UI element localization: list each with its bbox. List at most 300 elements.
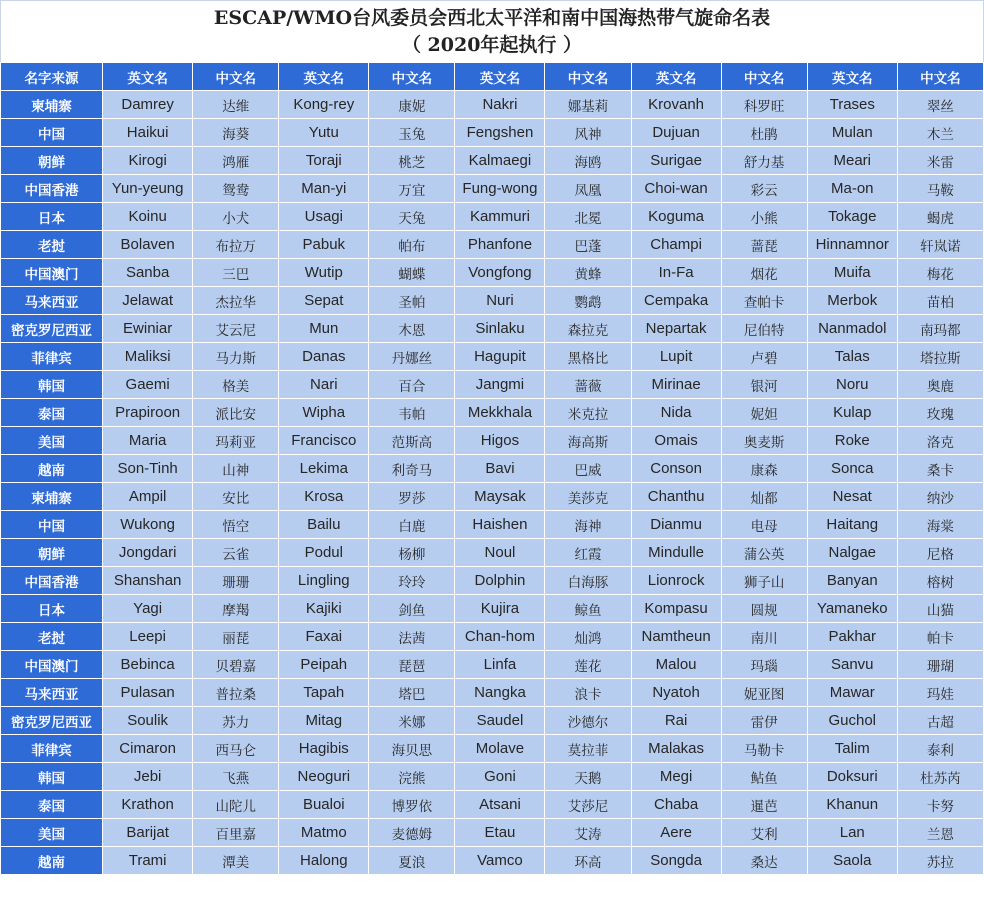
chinese-name-cell: 杜苏芮 [897, 763, 983, 791]
english-name-cell: Ma-on [807, 175, 897, 203]
table-row [1, 707, 984, 735]
chinese-name-cell: 妮亚图 [721, 679, 807, 707]
chinese-name-cell: 米娜 [369, 707, 455, 735]
chinese-name-cell: 珊瑚 [897, 651, 983, 679]
english-name-cell: Nepartak [631, 315, 721, 343]
chinese-name-cell: 尼伯特 [721, 315, 807, 343]
english-name-cell: Toraji [279, 147, 369, 175]
english-name-cell: Yagi [103, 595, 193, 623]
origin-cell: 美国 [1, 819, 103, 847]
table-row [1, 175, 984, 203]
chinese-name-cell: 马鞍 [897, 175, 983, 203]
chinese-name-cell: 灿鸿 [545, 623, 631, 651]
chinese-name-cell: 巴威 [545, 455, 631, 483]
english-name-cell: Banyan [807, 567, 897, 595]
origin-cell: 韩国 [1, 371, 103, 399]
origin-cell: 中国 [1, 119, 103, 147]
english-name-cell: Molave [455, 735, 545, 763]
header-chinese-name: 中文名 [369, 63, 455, 91]
english-name-cell: Kulap [807, 399, 897, 427]
header-origin: 名字来源 [1, 63, 103, 91]
table-row [1, 679, 984, 707]
table-row [1, 91, 984, 119]
english-name-cell: Chaba [631, 791, 721, 819]
english-name-cell: Matmo [279, 819, 369, 847]
english-name-cell: Nesat [807, 483, 897, 511]
chinese-name-cell: 北冕 [545, 203, 631, 231]
english-name-cell: Mawar [807, 679, 897, 707]
english-name-cell: Noul [455, 539, 545, 567]
english-name-cell: Bebinca [103, 651, 193, 679]
chinese-name-cell: 泰利 [897, 735, 983, 763]
chinese-name-cell: 风神 [545, 119, 631, 147]
origin-cell: 日本 [1, 595, 103, 623]
chinese-name-cell: 小熊 [721, 203, 807, 231]
chinese-name-cell: 帕卡 [897, 623, 983, 651]
english-name-cell: Bavi [455, 455, 545, 483]
chinese-name-cell: 琵琶 [369, 651, 455, 679]
chinese-name-cell: 塔巴 [369, 679, 455, 707]
origin-cell: 越南 [1, 847, 103, 875]
english-name-cell: Conson [631, 455, 721, 483]
chinese-name-cell: 木恩 [369, 315, 455, 343]
chinese-name-cell: 南川 [721, 623, 807, 651]
english-name-cell: Faxai [279, 623, 369, 651]
chinese-name-cell: 圆规 [721, 595, 807, 623]
header-chinese-name: 中文名 [193, 63, 279, 91]
english-name-cell: Lekima [279, 455, 369, 483]
chinese-name-cell: 蝴蝶 [369, 259, 455, 287]
chinese-name-cell: 查帕卡 [721, 287, 807, 315]
english-name-cell: Hinnamnor [807, 231, 897, 259]
chinese-name-cell: 丹娜丝 [369, 343, 455, 371]
chinese-name-cell: 鸳鸯 [193, 175, 279, 203]
chinese-name-cell: 范斯高 [369, 427, 455, 455]
english-name-cell: Linfa [455, 651, 545, 679]
english-name-cell: Bualoi [279, 791, 369, 819]
english-name-cell: Guchol [807, 707, 897, 735]
chinese-name-cell: 奥鹿 [897, 371, 983, 399]
english-name-cell: Fung-wong [455, 175, 545, 203]
chinese-name-cell: 苗柏 [897, 287, 983, 315]
english-name-cell: Chanthu [631, 483, 721, 511]
page-title: ESCAP/WMO台风委员会西北太平洋和南中国海热带气旋命名表 [213, 7, 771, 29]
table-row [1, 315, 984, 343]
english-name-cell: Kujira [455, 595, 545, 623]
english-name-cell: Peipah [279, 651, 369, 679]
table-header-row [1, 63, 984, 91]
english-name-cell: Krosa [279, 483, 369, 511]
english-name-cell: Halong [279, 847, 369, 875]
chinese-name-cell: 潭美 [193, 847, 279, 875]
chinese-name-cell: 灿都 [721, 483, 807, 511]
table-body [1, 91, 984, 875]
table-row [1, 427, 984, 455]
english-name-cell: Dujuan [631, 119, 721, 147]
chinese-name-cell: 蒲公英 [721, 539, 807, 567]
english-name-cell: Haishen [455, 511, 545, 539]
header-chinese-name: 中文名 [545, 63, 631, 91]
chinese-name-cell: 浣熊 [369, 763, 455, 791]
english-name-cell: Ewiniar [103, 315, 193, 343]
chinese-name-cell: 博罗依 [369, 791, 455, 819]
english-name-cell: Megi [631, 763, 721, 791]
origin-cell: 马来西亚 [1, 679, 103, 707]
chinese-name-cell: 万宜 [369, 175, 455, 203]
english-name-cell: Surigae [631, 147, 721, 175]
english-name-cell: Usagi [279, 203, 369, 231]
title-block [0, 0, 984, 62]
english-name-cell: Rai [631, 707, 721, 735]
chinese-name-cell: 莫拉菲 [545, 735, 631, 763]
english-name-cell: Maria [103, 427, 193, 455]
chinese-name-cell: 达维 [193, 91, 279, 119]
origin-cell: 中国澳门 [1, 259, 103, 287]
chinese-name-cell: 梅花 [897, 259, 983, 287]
english-name-cell: Choi-wan [631, 175, 721, 203]
chinese-name-cell: 杰拉华 [193, 287, 279, 315]
chinese-name-cell: 百里嘉 [193, 819, 279, 847]
table-row [1, 567, 984, 595]
chinese-name-cell: 卢碧 [721, 343, 807, 371]
english-name-cell: Koguma [631, 203, 721, 231]
header-chinese-name: 中文名 [721, 63, 807, 91]
english-name-cell: Kirogi [103, 147, 193, 175]
header-english-name: 英文名 [455, 63, 545, 91]
english-name-cell: Lupit [631, 343, 721, 371]
table-row [1, 791, 984, 819]
chinese-name-cell: 纳沙 [897, 483, 983, 511]
chinese-name-cell: 苏力 [193, 707, 279, 735]
origin-cell: 中国香港 [1, 567, 103, 595]
origin-cell: 柬埔寨 [1, 483, 103, 511]
chinese-name-cell: 丽琵 [193, 623, 279, 651]
chinese-name-cell: 玛娃 [897, 679, 983, 707]
chinese-name-cell: 凤凰 [545, 175, 631, 203]
table-row [1, 399, 984, 427]
chinese-name-cell: 安比 [193, 483, 279, 511]
table-row [1, 847, 984, 875]
chinese-name-cell: 普拉桑 [193, 679, 279, 707]
english-name-cell: Man-yi [279, 175, 369, 203]
chinese-name-cell: 蔷薇 [545, 371, 631, 399]
english-name-cell: Malou [631, 651, 721, 679]
origin-cell: 韩国 [1, 763, 103, 791]
english-name-cell: Hagibis [279, 735, 369, 763]
english-name-cell: Nuri [455, 287, 545, 315]
chinese-name-cell: 狮子山 [721, 567, 807, 595]
english-name-cell: Haikui [103, 119, 193, 147]
table-row [1, 371, 984, 399]
chinese-name-cell: 桑卡 [897, 455, 983, 483]
chinese-name-cell: 小犬 [193, 203, 279, 231]
english-name-cell: Nari [279, 371, 369, 399]
origin-cell: 朝鲜 [1, 147, 103, 175]
chinese-name-cell: 南玛都 [897, 315, 983, 343]
chinese-name-cell: 红霞 [545, 539, 631, 567]
chinese-name-cell: 兰恩 [897, 819, 983, 847]
table-row [1, 735, 984, 763]
english-name-cell: Hagupit [455, 343, 545, 371]
chinese-name-cell: 黄蜂 [545, 259, 631, 287]
english-name-cell: Chan-hom [455, 623, 545, 651]
chinese-name-cell: 海棠 [897, 511, 983, 539]
chinese-name-cell: 鲇鱼 [721, 763, 807, 791]
chinese-name-cell: 彩云 [721, 175, 807, 203]
chinese-name-cell: 黑格比 [545, 343, 631, 371]
english-name-cell: In-Fa [631, 259, 721, 287]
chinese-name-cell: 玛瑙 [721, 651, 807, 679]
english-name-cell: Goni [455, 763, 545, 791]
chinese-name-cell: 杜鹃 [721, 119, 807, 147]
chinese-name-cell: 鹦鹉 [545, 287, 631, 315]
table-row [1, 623, 984, 651]
table-row [1, 483, 984, 511]
chinese-name-cell: 剑鱼 [369, 595, 455, 623]
origin-cell: 老挝 [1, 231, 103, 259]
chinese-name-cell: 鲸鱼 [545, 595, 631, 623]
english-name-cell: Aere [631, 819, 721, 847]
chinese-name-cell: 银河 [721, 371, 807, 399]
typhoon-name-table [0, 62, 984, 875]
chinese-name-cell: 桃芝 [369, 147, 455, 175]
english-name-cell: Saudel [455, 707, 545, 735]
page-subtitle: （ 2020年起执行 ） [401, 34, 583, 56]
chinese-name-cell: 蝎虎 [897, 203, 983, 231]
origin-cell: 菲律宾 [1, 343, 103, 371]
chinese-name-cell: 艾云尼 [193, 315, 279, 343]
chinese-name-cell: 天鹅 [545, 763, 631, 791]
english-name-cell: Jebi [103, 763, 193, 791]
chinese-name-cell: 利奇马 [369, 455, 455, 483]
english-name-cell: Doksuri [807, 763, 897, 791]
table-row [1, 539, 984, 567]
origin-cell: 泰国 [1, 791, 103, 819]
chinese-name-cell: 珊珊 [193, 567, 279, 595]
chinese-name-cell: 暹芭 [721, 791, 807, 819]
english-name-cell: Lionrock [631, 567, 721, 595]
chinese-name-cell: 环高 [545, 847, 631, 875]
chinese-name-cell: 杨柳 [369, 539, 455, 567]
chinese-name-cell: 海神 [545, 511, 631, 539]
chinese-name-cell: 蔷琵 [721, 231, 807, 259]
english-name-cell: Omais [631, 427, 721, 455]
table-row [1, 231, 984, 259]
english-name-cell: Ampil [103, 483, 193, 511]
origin-cell: 朝鲜 [1, 539, 103, 567]
chinese-name-cell: 米克拉 [545, 399, 631, 427]
chinese-name-cell: 玲玲 [369, 567, 455, 595]
chinese-name-cell: 布拉万 [193, 231, 279, 259]
chinese-name-cell: 艾利 [721, 819, 807, 847]
origin-cell: 密克罗尼西亚 [1, 315, 103, 343]
chinese-name-cell: 海葵 [193, 119, 279, 147]
english-name-cell: Koinu [103, 203, 193, 231]
english-name-cell: Francisco [279, 427, 369, 455]
english-name-cell: Mitag [279, 707, 369, 735]
table-row [1, 763, 984, 791]
english-name-cell: Wutip [279, 259, 369, 287]
chinese-name-cell: 麦德姆 [369, 819, 455, 847]
chinese-name-cell: 尼格 [897, 539, 983, 567]
english-name-cell: Son-Tinh [103, 455, 193, 483]
chinese-name-cell: 摩羯 [193, 595, 279, 623]
english-name-cell: Leepi [103, 623, 193, 651]
header-english-name: 英文名 [631, 63, 721, 91]
english-name-cell: Wukong [103, 511, 193, 539]
english-name-cell: Nanmadol [807, 315, 897, 343]
chinese-name-cell: 玉兔 [369, 119, 455, 147]
table-row [1, 203, 984, 231]
english-name-cell: Bolaven [103, 231, 193, 259]
english-name-cell: Atsani [455, 791, 545, 819]
english-name-cell: Jangmi [455, 371, 545, 399]
english-name-cell: Muifa [807, 259, 897, 287]
english-name-cell: Noru [807, 371, 897, 399]
chinese-name-cell: 山陀儿 [193, 791, 279, 819]
english-name-cell: Tapah [279, 679, 369, 707]
chinese-name-cell: 米雷 [897, 147, 983, 175]
origin-cell: 泰国 [1, 399, 103, 427]
chinese-name-cell: 帕布 [369, 231, 455, 259]
chinese-name-cell: 沙德尔 [545, 707, 631, 735]
english-name-cell: Sonca [807, 455, 897, 483]
english-name-cell: Merbok [807, 287, 897, 315]
table-row [1, 651, 984, 679]
chinese-name-cell: 电母 [721, 511, 807, 539]
english-name-cell: Roke [807, 427, 897, 455]
english-name-cell: Kong-rey [279, 91, 369, 119]
english-name-cell: Podul [279, 539, 369, 567]
english-name-cell: Pakhar [807, 623, 897, 651]
english-name-cell: Prapiroon [103, 399, 193, 427]
chinese-name-cell: 舒力基 [721, 147, 807, 175]
english-name-cell: Haitang [807, 511, 897, 539]
header-chinese-name: 中文名 [897, 63, 983, 91]
english-name-cell: Bailu [279, 511, 369, 539]
chinese-name-cell: 美莎克 [545, 483, 631, 511]
chinese-name-cell: 海鸥 [545, 147, 631, 175]
chinese-name-cell: 塔拉斯 [897, 343, 983, 371]
english-name-cell: Khanun [807, 791, 897, 819]
english-name-cell: Talim [807, 735, 897, 763]
chinese-name-cell: 悟空 [193, 511, 279, 539]
chinese-name-cell: 山猫 [897, 595, 983, 623]
chinese-name-cell: 百合 [369, 371, 455, 399]
chinese-name-cell: 马力斯 [193, 343, 279, 371]
table-header [1, 63, 984, 91]
english-name-cell: Sinlaku [455, 315, 545, 343]
english-name-cell: Yutu [279, 119, 369, 147]
table-row [1, 119, 984, 147]
table-row [1, 147, 984, 175]
chinese-name-cell: 夏浪 [369, 847, 455, 875]
chinese-name-cell: 妮妲 [721, 399, 807, 427]
chinese-name-cell: 森拉克 [545, 315, 631, 343]
chinese-name-cell: 罗莎 [369, 483, 455, 511]
english-name-cell: Dolphin [455, 567, 545, 595]
chinese-name-cell: 艾莎尼 [545, 791, 631, 819]
english-name-cell: Champi [631, 231, 721, 259]
english-name-cell: Maliksi [103, 343, 193, 371]
english-name-cell: Mun [279, 315, 369, 343]
chinese-name-cell: 翠丝 [897, 91, 983, 119]
table-row [1, 511, 984, 539]
english-name-cell: Kompasu [631, 595, 721, 623]
english-name-cell: Krathon [103, 791, 193, 819]
chinese-name-cell: 浪卡 [545, 679, 631, 707]
english-name-cell: Nangka [455, 679, 545, 707]
chinese-name-cell: 格美 [193, 371, 279, 399]
english-name-cell: Vamco [455, 847, 545, 875]
english-name-cell: Gaemi [103, 371, 193, 399]
chinese-name-cell: 山神 [193, 455, 279, 483]
chinese-name-cell: 天兔 [369, 203, 455, 231]
english-name-cell: Lingling [279, 567, 369, 595]
table-row [1, 343, 984, 371]
english-name-cell: Barijat [103, 819, 193, 847]
table-row [1, 287, 984, 315]
origin-cell: 日本 [1, 203, 103, 231]
chinese-name-cell: 西马仑 [193, 735, 279, 763]
chinese-name-cell: 洛克 [897, 427, 983, 455]
english-name-cell: Malakas [631, 735, 721, 763]
english-name-cell: Danas [279, 343, 369, 371]
english-name-cell: Wipha [279, 399, 369, 427]
header-english-name: 英文名 [103, 63, 193, 91]
english-name-cell: Dianmu [631, 511, 721, 539]
chinese-name-cell: 桑达 [721, 847, 807, 875]
chinese-name-cell: 轩岚诺 [897, 231, 983, 259]
english-name-cell: Lan [807, 819, 897, 847]
english-name-cell: Cempaka [631, 287, 721, 315]
origin-cell: 中国香港 [1, 175, 103, 203]
chinese-name-cell: 奥麦斯 [721, 427, 807, 455]
chinese-name-cell: 雷伊 [721, 707, 807, 735]
origin-cell: 柬埔寨 [1, 91, 103, 119]
english-name-cell: Mulan [807, 119, 897, 147]
english-name-cell: Mirinae [631, 371, 721, 399]
table-row [1, 455, 984, 483]
table-row [1, 259, 984, 287]
chinese-name-cell: 玫瑰 [897, 399, 983, 427]
chinese-name-cell: 烟花 [721, 259, 807, 287]
english-name-cell: Mindulle [631, 539, 721, 567]
english-name-cell: Sanba [103, 259, 193, 287]
chinese-name-cell: 康森 [721, 455, 807, 483]
origin-cell: 中国 [1, 511, 103, 539]
chinese-name-cell: 卡努 [897, 791, 983, 819]
english-name-cell: Meari [807, 147, 897, 175]
english-name-cell: Nyatoh [631, 679, 721, 707]
english-name-cell: Damrey [103, 91, 193, 119]
english-name-cell: Pabuk [279, 231, 369, 259]
table-row [1, 819, 984, 847]
english-name-cell: Krovanh [631, 91, 721, 119]
english-name-cell: Nalgae [807, 539, 897, 567]
origin-cell: 中国澳门 [1, 651, 103, 679]
english-name-cell: Soulik [103, 707, 193, 735]
chinese-name-cell: 海高斯 [545, 427, 631, 455]
chinese-name-cell: 古超 [897, 707, 983, 735]
chinese-name-cell: 木兰 [897, 119, 983, 147]
chinese-name-cell: 派比安 [193, 399, 279, 427]
english-name-cell: Namtheun [631, 623, 721, 651]
english-name-cell: Yamaneko [807, 595, 897, 623]
origin-cell: 密克罗尼西亚 [1, 707, 103, 735]
english-name-cell: Jelawat [103, 287, 193, 315]
english-name-cell: Jongdari [103, 539, 193, 567]
